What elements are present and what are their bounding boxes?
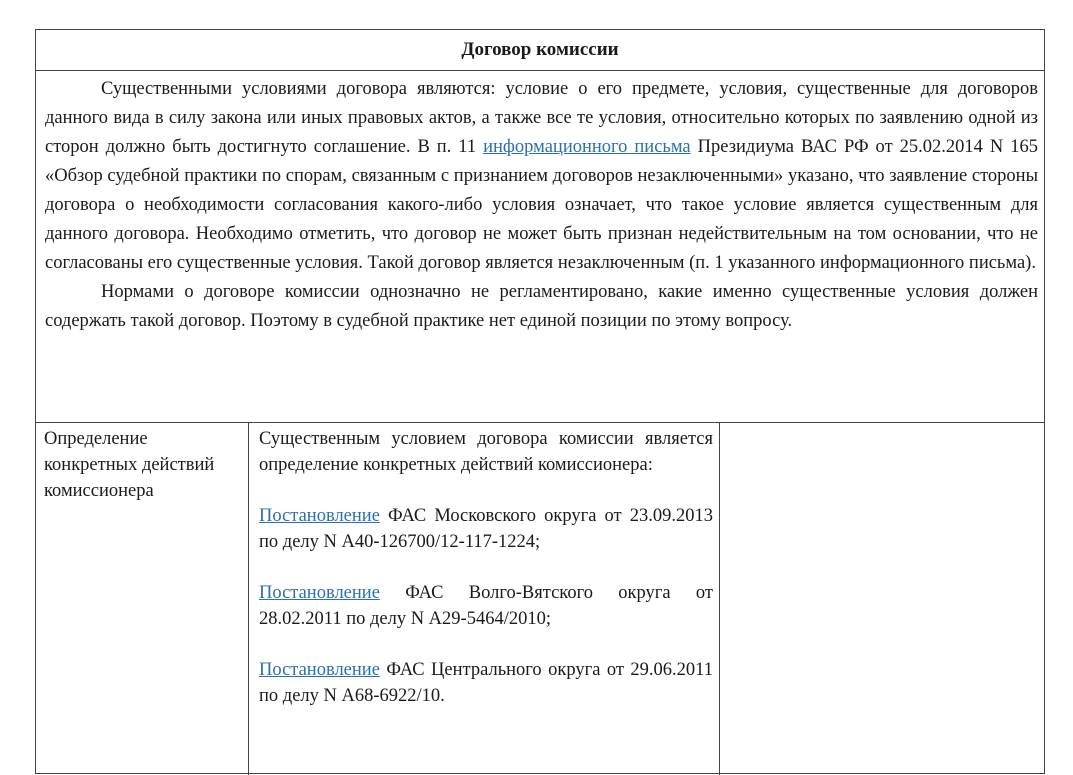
court-ref-3-text: ФАС Центрального округа от 29.06.2011 по делу N А68-6922/10. [259, 660, 713, 706]
court-ref-2-text: ФАС Волго-Вятского округа от 28.02.2011 по делу N А29-5464/2010; [259, 583, 713, 629]
info-letter-link[interactable]: информационного письма [483, 137, 691, 157]
court-ref-3 [259, 657, 713, 709]
document-title: Договор комиссии [461, 39, 619, 60]
condition-label-cell [36, 423, 249, 775]
court-ref-1 [259, 503, 713, 555]
resolution-link-1[interactable]: Постановление [259, 506, 380, 526]
condition-label: Определение конкретных действий комиссионера [44, 429, 215, 501]
intro-paragraph-1 [45, 75, 1038, 278]
resolution-link-3[interactable]: Постановление [259, 660, 380, 680]
intro-text-before-link: Существенными условиями договора являются: условие о его предмете, условия, существенные для договоров данного вида в силу закона или иных правовых актов, а также все те условия, относительно которых по заявлению одной из сторон должно быть достигнуто соглашение. В п. 11 [45, 79, 1038, 157]
practice-intro: Существенным условием договора комиссии является определение конкретных действий комиссионера: [259, 429, 713, 475]
document-table [35, 29, 1045, 774]
empty-cell [720, 423, 1044, 775]
court-ref-1-text: ФАС Московского округа от 23.09.2013 по делу N А40-126700/12-117-1224; [259, 506, 713, 552]
intro-paragraph-2: Нормами о договоре комиссии однозначно не регламентировано, какие именно существенные условия должен содержать такой договор. Поэтому в судебной практике нет единой позиции по этому вопросу. [45, 282, 1038, 331]
table-row [36, 423, 1044, 775]
court-ref-2 [259, 580, 713, 632]
practice-cell [249, 423, 720, 775]
table-header [36, 30, 1044, 71]
intro-text-after-link: Президиума ВАС РФ от 25.02.2014 N 165 «Обзор судебной практики по спорам, связанным с признанием договоров незаключенными» указано, что заявление стороны договора о необходимости согласования какого-либо условия означает, что такое условие является существенным для данного договора. Необходимо отметить, что договор не может быть признан недействительным на том основании, что не согласованы его существенные условия. Такой договор является незаключенным (п. 1 указанного информационного письма). [45, 137, 1039, 273]
intro-cell [36, 71, 1044, 423]
resolution-link-2[interactable]: Постановление [259, 583, 380, 603]
